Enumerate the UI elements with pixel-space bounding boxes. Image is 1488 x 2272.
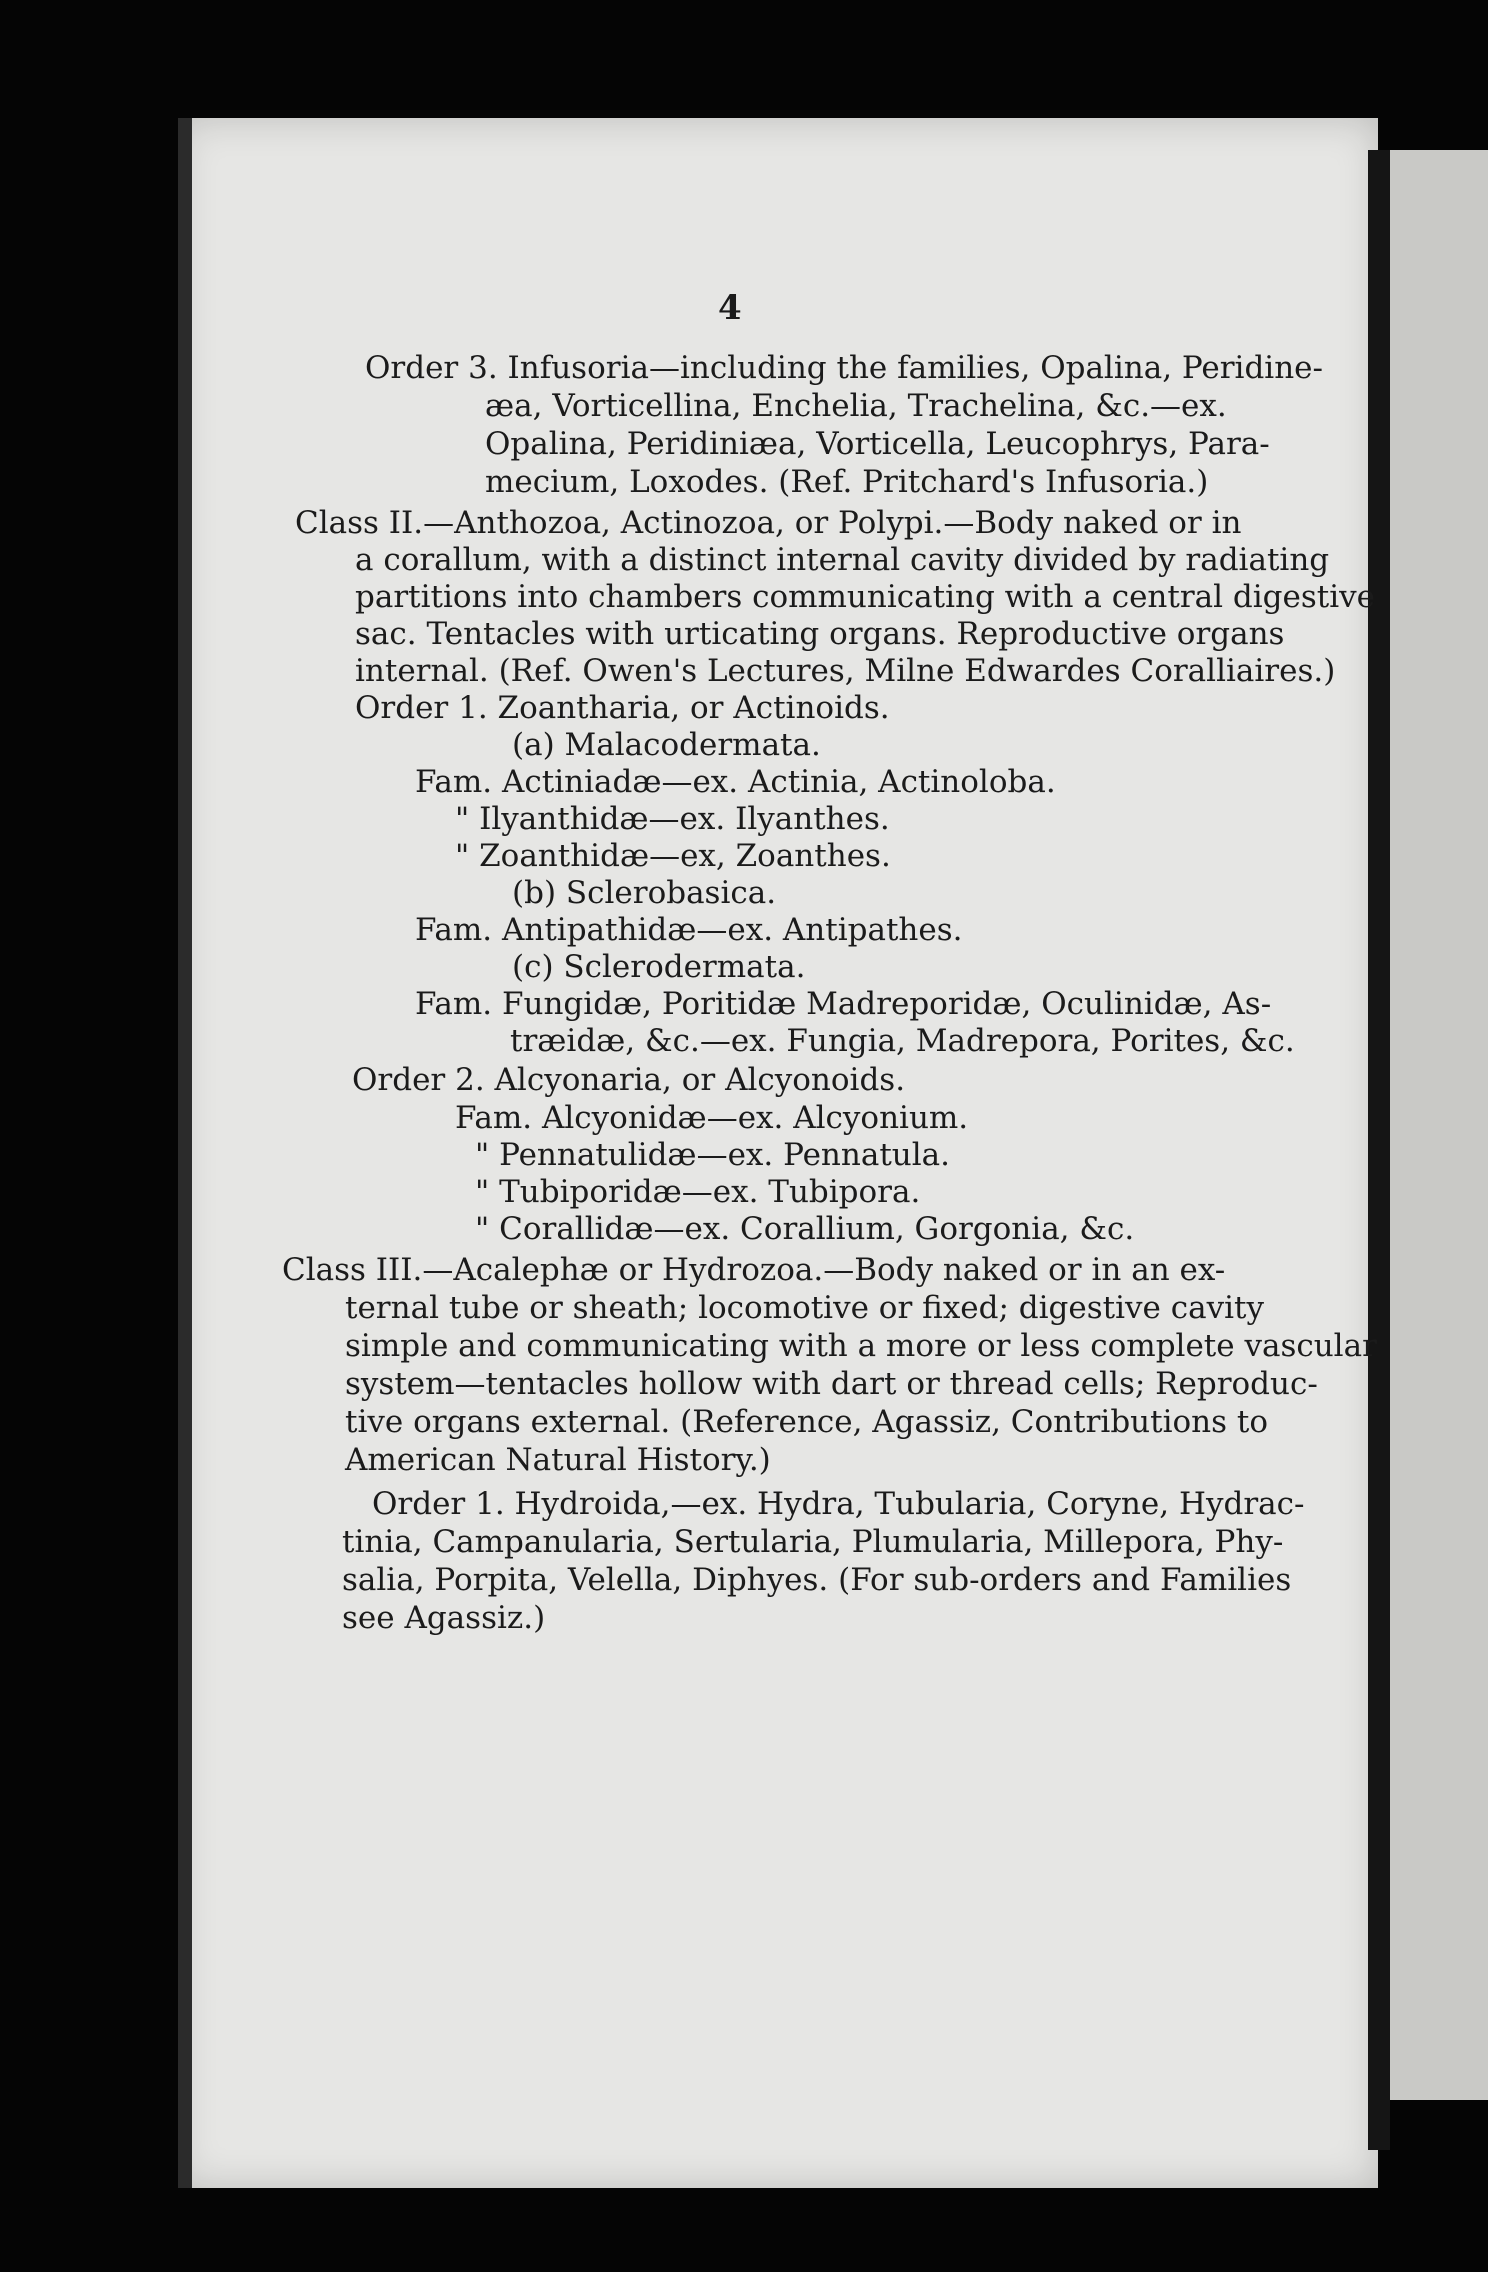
text-line: tinia, Campanularia, Sertularia, Plumularia, Millepora, Phy- [342,1524,1284,1560]
text-line: Order 3. Infusoria—including the families, Opalina, Peridine- [365,350,1324,386]
text-line: Class III.—Acalephæ or Hydrozoa.—Body naked or in an ex- [282,1252,1226,1288]
text-line: Fam. Antipathidæ—ex. Antipathes. [415,912,963,948]
text-line: Opalina, Peridiniæa, Vorticella, Leucophrys, Para- [485,426,1270,462]
text-line: Fam. Actiniadæ—ex. Actinia, Actinoloba. [415,764,1056,800]
text-line: Class II.—Anthozoa, Actinozoa, or Polypi.—Body naked or in [295,505,1242,541]
text-line: træidæ, &c.—ex. Fungia, Madrepora, Porites, &c. [510,1023,1295,1059]
text-line: Fam. Fungidæ, Poritidæ Madreporidæ, Oculinidæ, As- [415,986,1272,1022]
text-line: " Ilyanthidæ—ex. Ilyanthes. [455,801,890,837]
text-line: " Tubiporidæ—ex. Tubipora. [475,1174,921,1210]
text-line: internal. (Ref. Owen's Lectures, Milne Edwardes Coralliaires.) [355,653,1336,689]
text-line: see Agassiz.) [342,1600,546,1636]
text-line: (b) Sclerobasica. [512,875,777,911]
text-line: tive organs external. (Reference, Agassiz, Contributions to [345,1404,1269,1440]
text-line: " Corallidæ—ex. Corallium, Gorgonia, &c. [475,1211,1135,1247]
adjacent-page-edge [1390,150,1488,2100]
text-line: æa, Vorticellina, Enchelia, Trachelina, &c.—ex. [485,388,1227,424]
text-line: Order 1. Zoantharia, or Actinoids. [355,690,890,726]
text-line: salia, Porpita, Velella, Diphyes. (For sub-orders and Families [342,1562,1292,1598]
text-line: sac. Tentacles with urticating organs. Reproductive organs [355,616,1285,652]
text-line: ternal tube or sheath; locomotive or fixed; digestive cavity [345,1290,1264,1326]
page-number: 4 [718,288,742,328]
text-line: (a) Malacodermata. [512,727,821,763]
text-line: (c) Sclerodermata. [512,949,806,985]
text-line: a corallum, with a distinct internal cavity divided by radiating [355,542,1330,578]
text-line: mecium, Loxodes. (Ref. Pritchard's Infusoria.) [485,464,1209,500]
text-line: simple and communicating with a more or less complete vascular [345,1328,1377,1364]
text-line: Fam. Alcyonidæ—ex. Alcyonium. [455,1100,969,1136]
page-binding-edge [178,118,192,2188]
text-line: system—tentacles hollow with dart or thread cells; Reproduc- [345,1366,1318,1402]
text-line: " Pennatulidæ—ex. Pennatula. [475,1137,951,1173]
text-line: partitions into chambers communicating with a central digestive [355,579,1376,615]
page-fold-rule [1368,150,1390,2150]
text-line: Order 1. Hydroida,—ex. Hydra, Tubularia, Coryne, Hydrac- [372,1486,1305,1522]
text-line: " Zoanthidæ—ex, Zoanthes. [455,838,891,874]
text-line: American Natural History.) [345,1442,771,1478]
text-line: Order 2. Alcyonaria, or Alcyonoids. [352,1062,906,1098]
